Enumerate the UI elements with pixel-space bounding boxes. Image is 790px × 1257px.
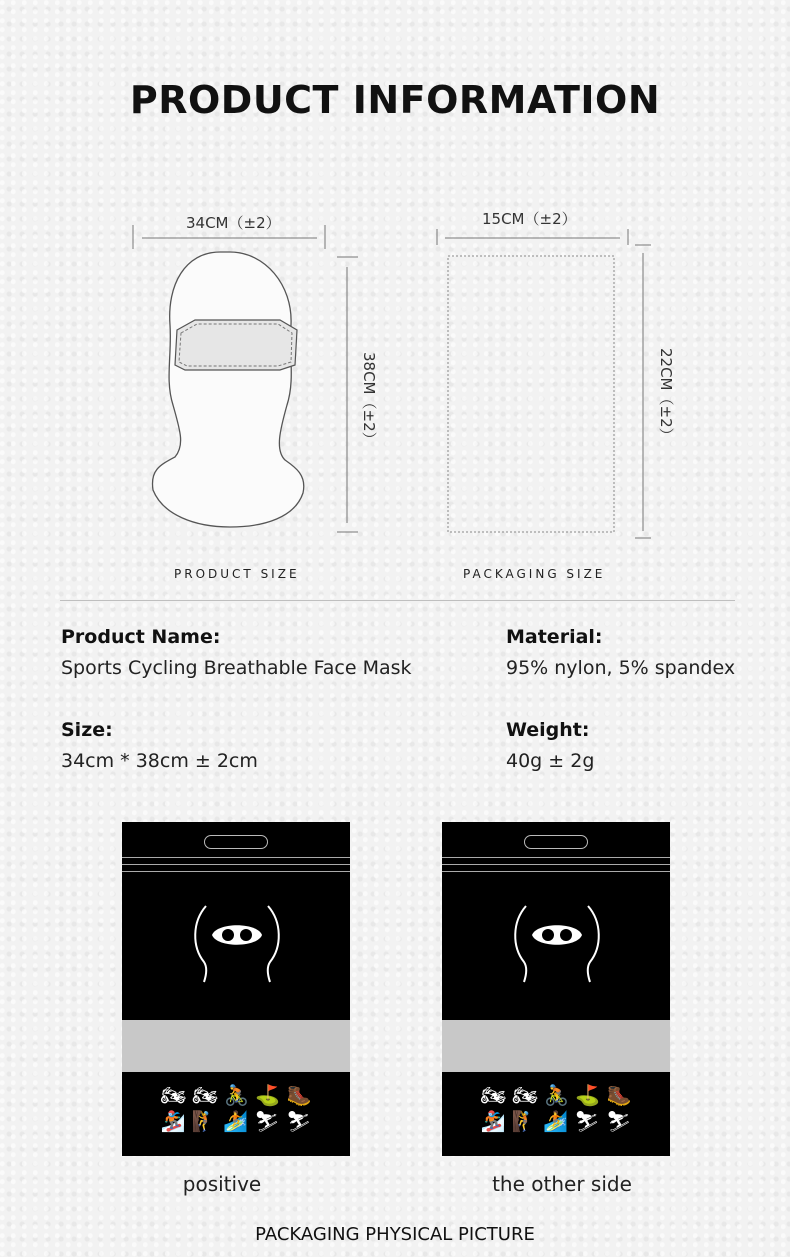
mask-eyes-icon: [512, 902, 602, 984]
packaging-width-label: 15CM（±2）: [482, 210, 577, 228]
divider-line: [442, 871, 670, 872]
product-name-value: Sports Cycling Breathable Face Mask: [61, 657, 412, 679]
label-band: [122, 1020, 350, 1072]
divider-line: [122, 864, 350, 865]
balaclava-outline: [125, 205, 375, 545]
material-value: 95% nylon, 5% spandex: [506, 657, 736, 679]
activity-icons: [452, 1082, 660, 1134]
weight-value: 40g ± 2g: [506, 750, 595, 772]
activity-icons-row: 🏂 🧗 🏄 ⛷ ⛷: [160, 1109, 312, 1133]
size-value: 34cm * 38cm ± 2cm: [61, 750, 258, 772]
product-name-label: Product Name:: [61, 626, 221, 648]
activity-icons-row: 🏍 🏍 🚴 ⛳ 🥾: [480, 1083, 632, 1107]
weight-label: Weight:: [506, 719, 590, 741]
page-title: PRODUCT INFORMATION: [129, 78, 661, 122]
product-size-caption: PRODUCT SIZE: [174, 567, 300, 581]
package-front-image: [122, 822, 350, 1156]
package-front-caption: positive: [182, 1172, 262, 1196]
mask-eyes-icon: [192, 902, 282, 984]
hang-hole: [204, 835, 268, 849]
packaging-outline: [430, 205, 670, 545]
activity-icons-row: 🏍 🏍 🚴 ⛳ 🥾: [160, 1083, 312, 1107]
package-back-image: [442, 822, 670, 1156]
divider-line: [442, 864, 670, 865]
divider-line: [442, 857, 670, 858]
packaging-height-label: 22CM（±2）: [657, 348, 675, 443]
label-band: [442, 1020, 670, 1072]
activity-icons: [132, 1082, 340, 1134]
activity-icons-row: 🏂 🧗 🏄 ⛷ ⛷: [480, 1109, 632, 1133]
divider-line: [122, 871, 350, 872]
material-label: Material:: [506, 626, 603, 648]
package-back-caption: the other side: [492, 1172, 632, 1196]
hang-hole: [524, 835, 588, 849]
section-divider: [60, 600, 735, 601]
divider-line: [122, 857, 350, 858]
product-height-label: 38CM（±2）: [360, 352, 378, 447]
product-size-diagram: [125, 205, 375, 545]
packaging-size-caption: PACKAGING SIZE: [463, 567, 606, 581]
footer-caption: PACKAGING PHYSICAL PICTURE: [255, 1224, 535, 1245]
product-width-label: 34CM（±2）: [186, 214, 281, 232]
packaging-size-diagram: [430, 205, 670, 545]
size-label: Size:: [61, 719, 113, 741]
